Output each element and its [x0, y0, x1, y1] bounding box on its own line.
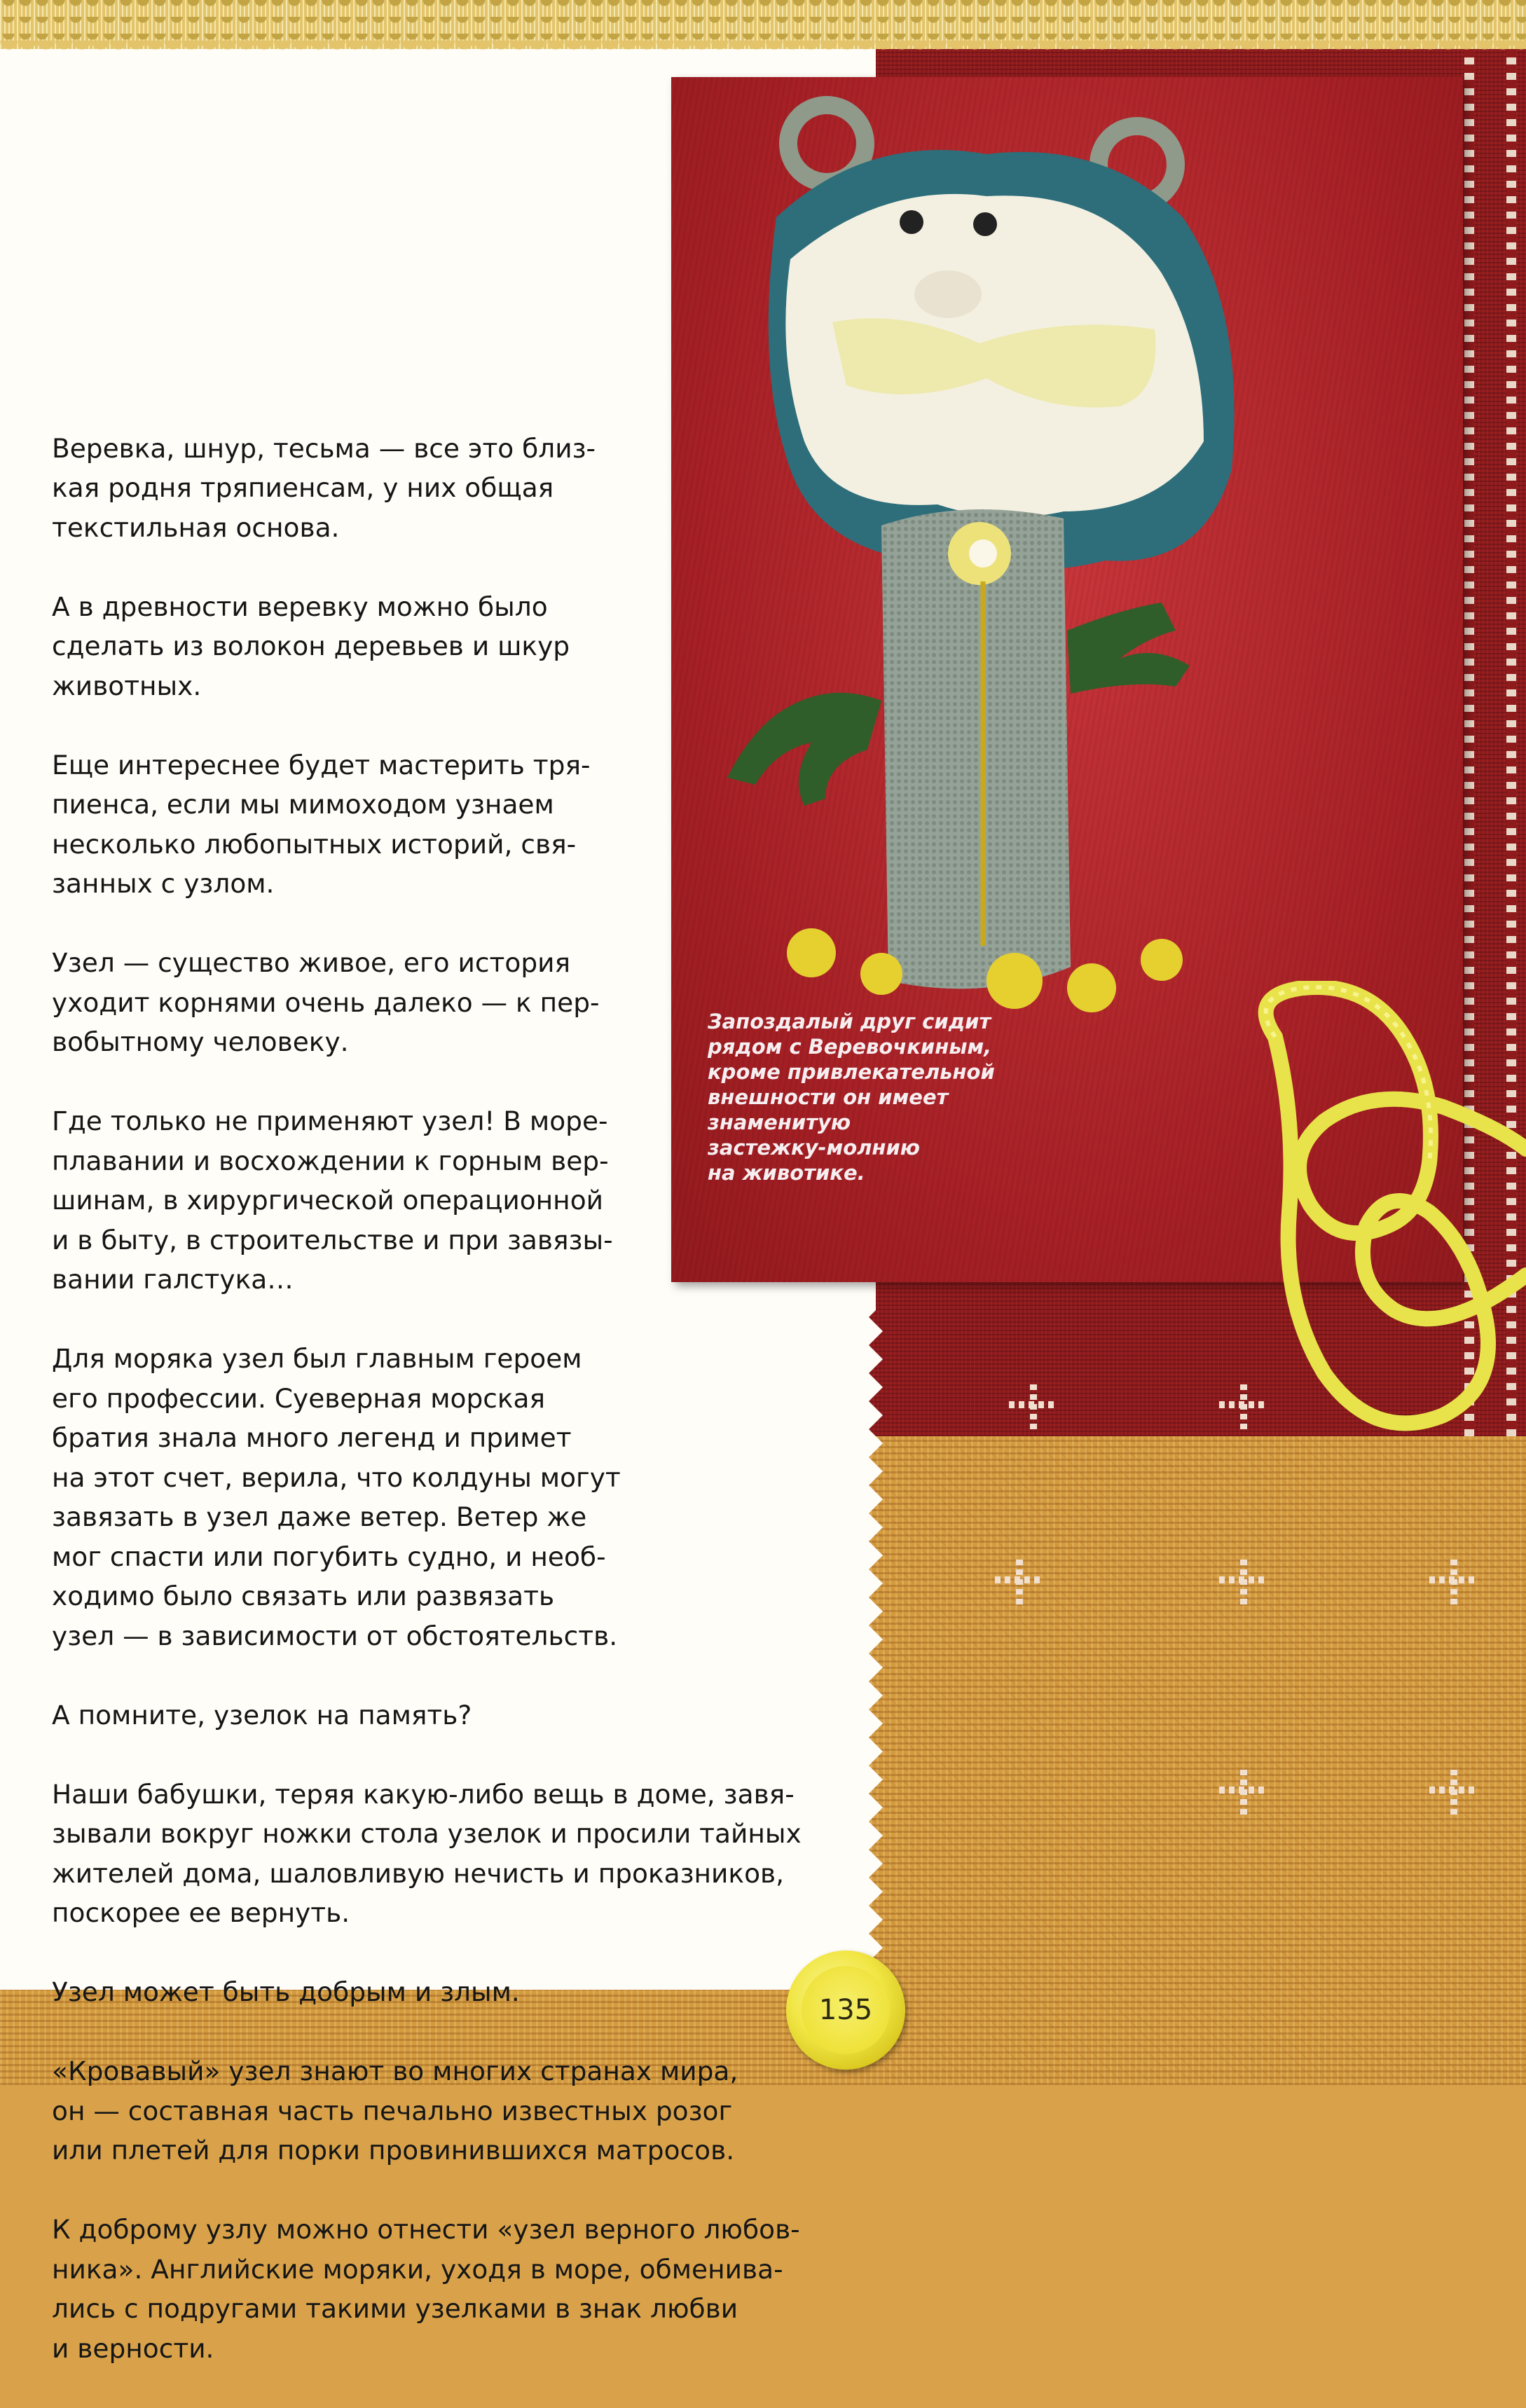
- fabric-cross-pattern: [1009, 1380, 1058, 1429]
- fabric-cross-pattern: [1429, 1766, 1478, 1815]
- fabric-cross-pattern: [1219, 1555, 1268, 1604]
- paragraph: А помните, узелок на память?: [52, 1699, 472, 1731]
- page-number-button-icon: [786, 1951, 905, 2070]
- paragraph: Узел может быть добрым и злым.: [52, 1976, 520, 2007]
- paragraph: «Кровавый» узел знают во многих странах мира, он — составная часть печально известных розог или плетей для порки провинившихся матросов.: [52, 2056, 738, 2166]
- lace-trim-edge: [0, 41, 1526, 59]
- fabric-cross-pattern: [995, 1555, 1044, 1604]
- photo-caption: Запоздалый друг сидит рядом с Веревочкиным, кроме привлекательной внешности он имеет знаменитую застежку-молнию на животике.: [708, 1010, 995, 1185]
- page-number: 135: [818, 1994, 873, 2026]
- paragraph: Веревка, шнур, тесьма — все это близ- кая родня тряпиенсам, у них общая текстильная основа.: [52, 432, 596, 543]
- fabric-cross-pattern: [1219, 1766, 1268, 1815]
- paragraph: Узел — существо живое, его история уходит корнями очень далеко — к пер- вобытному человеку.: [52, 947, 600, 1057]
- paragraph: А в древности веревку можно было сделать из волокон деревьев и шкур животных.: [52, 591, 570, 701]
- paragraph: Еще интереснее будет мастерить тря- пиенса, если мы мимоходом узнаем несколько любопытных историй, свя- занных с узлом.: [52, 749, 591, 899]
- paragraph: Для моряка узел был главным героем его профессии. Суеверная морская братия знала много легенд и примет на этот счет, верила, что колдуны могут завязать в узел даже ветер. Ветер же мог спасти или погубить судно, и необ- ходимо было связать или развязать узел — в зависимости от обстоятельств.: [52, 1343, 621, 1651]
- fabric-cross-pattern: [1429, 1555, 1478, 1604]
- rope-knot-illustration: [1233, 981, 1526, 1499]
- paragraph: К доброму узлу можно отнести «узел верного любов- ника». Английские моряки, уходя в море, обменива- лись с подругами такими узелками в знак любви и верности.: [52, 2214, 800, 2364]
- article-body: [52, 389, 865, 2408]
- paragraph: Где только не применяют узел! В море- плавании и восхождении к горным вер- шинам, в хирургической операционной и в быту, в строительстве и при завязы- вании галстука…: [52, 1106, 613, 1295]
- paragraph: Наши бабушки, теряя какую-либо вещь в доме, завя- зывали вокруг ножки стола узелок и просили тайных жителей дома, шаловливую нечисть и проказников, поскорее ее вернуть.: [52, 1778, 802, 1928]
